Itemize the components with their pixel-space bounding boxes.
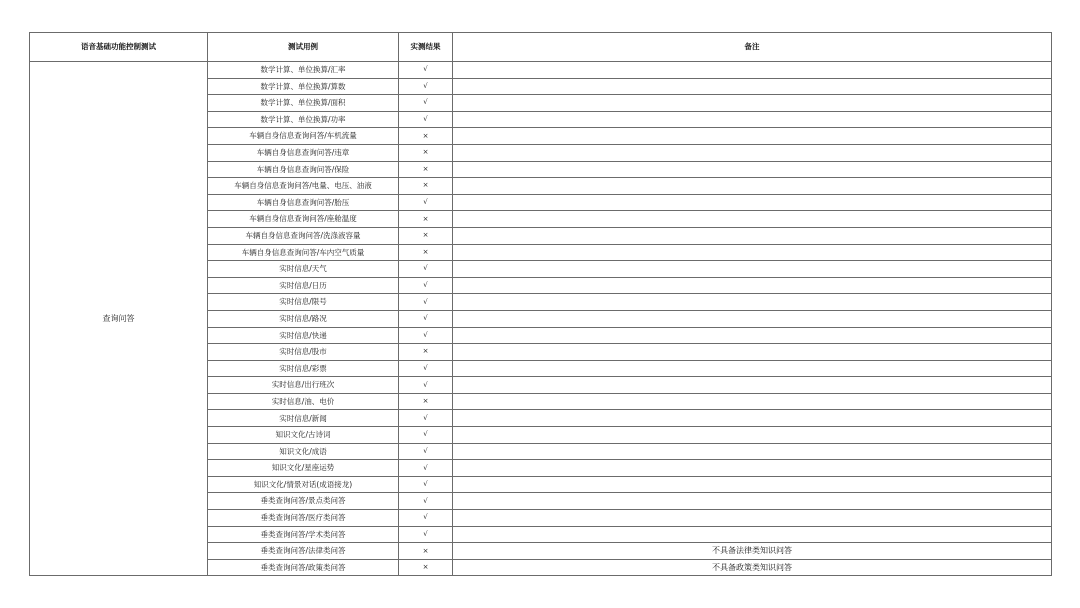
- note-cell: [453, 128, 1052, 145]
- test-case-cell: 数学计算、单位换算/汇率: [208, 62, 399, 79]
- test-case-cell: 实时信息/新闻: [208, 410, 399, 427]
- test-case-cell: 实时信息/路况: [208, 310, 399, 327]
- test-case-cell: 车辆自身信息查询问答/胎压: [208, 194, 399, 211]
- result-cell: ×: [399, 344, 453, 361]
- note-cell: [453, 194, 1052, 211]
- test-case-cell: 车辆自身信息查询问答/座舱温度: [208, 211, 399, 228]
- result-cell: √: [399, 427, 453, 444]
- test-case-cell: 车辆自身信息查询问答/洗涤液容量: [208, 227, 399, 244]
- note-cell: [453, 476, 1052, 493]
- result-cell: √: [399, 410, 453, 427]
- note-cell: [453, 78, 1052, 95]
- header-feature-category: 语音基础功能控制测试: [30, 33, 208, 62]
- result-cell: √: [399, 493, 453, 510]
- result-cell: √: [399, 460, 453, 477]
- test-case-cell: 知识文化/星座运势: [208, 460, 399, 477]
- result-cell: √: [399, 327, 453, 344]
- note-cell: [453, 377, 1052, 394]
- result-cell: √: [399, 310, 453, 327]
- result-cell: √: [399, 294, 453, 311]
- test-case-cell: 车辆自身信息查询问答/车内空气质量: [208, 244, 399, 261]
- test-case-cell: 车辆自身信息查询问答/电量、电压、油液: [208, 178, 399, 195]
- test-case-cell: 数学计算、单位换算/功率: [208, 111, 399, 128]
- note-cell: [453, 62, 1052, 79]
- test-case-cell: 垂类查询问答/学术类问答: [208, 526, 399, 543]
- header-test-case: 测试用例: [208, 33, 399, 62]
- test-case-cell: 知识文化/古诗词: [208, 427, 399, 444]
- note-cell: [453, 144, 1052, 161]
- note-cell: [453, 111, 1052, 128]
- test-case-cell: 实时信息/天气: [208, 261, 399, 278]
- result-cell: √: [399, 360, 453, 377]
- result-cell: ×: [399, 211, 453, 228]
- result-cell: √: [399, 111, 453, 128]
- category-cell: 查询问答: [30, 62, 208, 576]
- note-cell: [453, 211, 1052, 228]
- result-cell: √: [399, 510, 453, 527]
- result-cell: √: [399, 261, 453, 278]
- note-cell: [453, 227, 1052, 244]
- result-cell: √: [399, 277, 453, 294]
- note-cell: [453, 327, 1052, 344]
- test-case-cell: 数学计算、单位换算/面积: [208, 95, 399, 112]
- note-cell: 不具备政策类知识问答: [453, 559, 1052, 576]
- table-header: [30, 33, 1052, 62]
- note-cell: [453, 344, 1052, 361]
- note-cell: [453, 294, 1052, 311]
- note-cell: [453, 261, 1052, 278]
- result-cell: ×: [399, 543, 453, 560]
- table-row: [30, 62, 1052, 79]
- test-case-cell: 车辆自身信息查询问答/保险: [208, 161, 399, 178]
- note-cell: [453, 310, 1052, 327]
- test-case-cell: 实时信息/股市: [208, 344, 399, 361]
- result-cell: √: [399, 377, 453, 394]
- header-row: [30, 33, 1052, 62]
- test-case-cell: 实时信息/出行班次: [208, 377, 399, 394]
- test-case-cell: 实时信息/日历: [208, 277, 399, 294]
- note-cell: [453, 277, 1052, 294]
- result-cell: √: [399, 526, 453, 543]
- note-cell: [453, 178, 1052, 195]
- note-cell: [453, 161, 1052, 178]
- note-cell: [453, 460, 1052, 477]
- result-cell: √: [399, 95, 453, 112]
- note-cell: [453, 410, 1052, 427]
- test-case-cell: 实时信息/油、电价: [208, 393, 399, 410]
- test-case-cell: 垂类查询问答/景点类问答: [208, 493, 399, 510]
- result-cell: ×: [399, 227, 453, 244]
- result-cell: ×: [399, 178, 453, 195]
- test-case-cell: 车辆自身信息查询问答/违章: [208, 144, 399, 161]
- test-case-cell: 垂类查询问答/法律类问答: [208, 543, 399, 560]
- header-result: 实测结果: [399, 33, 453, 62]
- test-case-cell: 数学计算、单位换算/算数: [208, 78, 399, 95]
- table-body: [30, 62, 1052, 576]
- test-case-cell: 实时信息/限号: [208, 294, 399, 311]
- test-case-cell: 实时信息/彩票: [208, 360, 399, 377]
- note-cell: [453, 95, 1052, 112]
- test-case-cell: 知识文化/成语: [208, 443, 399, 460]
- note-cell: [453, 427, 1052, 444]
- result-cell: √: [399, 194, 453, 211]
- result-cell: ×: [399, 128, 453, 145]
- result-cell: ×: [399, 144, 453, 161]
- test-case-cell: 知识文化/情景对话(成语接龙): [208, 476, 399, 493]
- note-cell: [453, 493, 1052, 510]
- result-cell: ×: [399, 244, 453, 261]
- note-cell: 不具备法律类知识问答: [453, 543, 1052, 560]
- result-cell: ×: [399, 393, 453, 410]
- result-cell: √: [399, 443, 453, 460]
- test-case-cell: 垂类查询问答/医疗类问答: [208, 510, 399, 527]
- test-case-cell: 车辆自身信息查询问答/车机流量: [208, 128, 399, 145]
- result-cell: √: [399, 62, 453, 79]
- header-note: 备注: [453, 33, 1052, 62]
- result-cell: ×: [399, 559, 453, 576]
- note-cell: [453, 244, 1052, 261]
- result-cell: ×: [399, 161, 453, 178]
- test-case-cell: 垂类查询问答/政策类问答: [208, 559, 399, 576]
- note-cell: [453, 393, 1052, 410]
- result-cell: √: [399, 78, 453, 95]
- note-cell: [453, 510, 1052, 527]
- test-results-table: [29, 32, 1052, 576]
- note-cell: [453, 526, 1052, 543]
- note-cell: [453, 360, 1052, 377]
- test-case-cell: 实时信息/快递: [208, 327, 399, 344]
- note-cell: [453, 443, 1052, 460]
- result-cell: √: [399, 476, 453, 493]
